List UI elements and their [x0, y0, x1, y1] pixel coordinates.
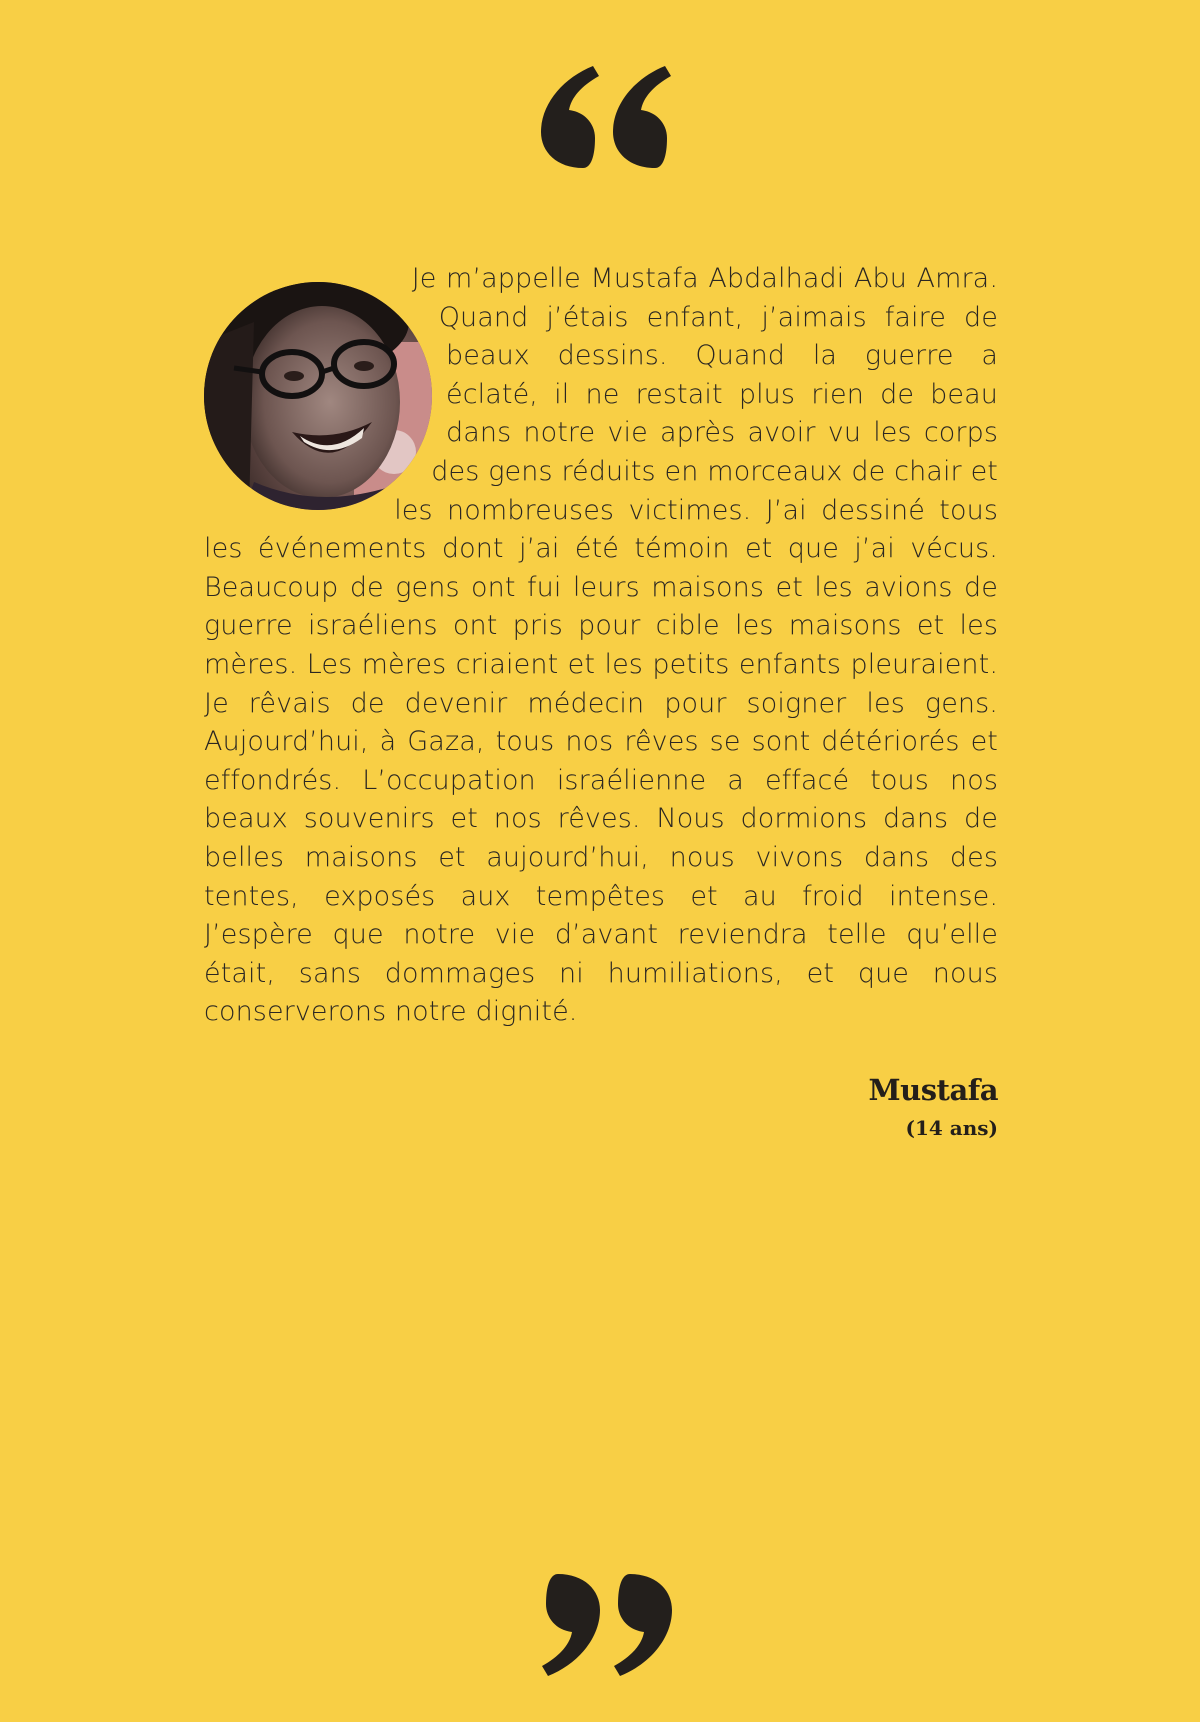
closing-quote-icon [540, 1568, 680, 1678]
portrait-photo [204, 282, 432, 510]
testimony-body [204, 260, 998, 1032]
testimony-text: Je m’appelle Mustafa Abdalhadi Abu Amra. Quand j’étais enfant, j’aimais faire de beaux dessins. Quand la guerre a éclaté, il ne restait plus rien de beau dans notre vie après avoir vu les corps des gens réduits en morceaux de chair et les nombreuses victimes. J’ai dessiné tous les événements dont j’ai été témoin et que j’ai vécus. Beaucoup de gens ont fui leurs maisons et les avions de guerre israéliens ont pris pour cible les maisons et les mères. Les mères criaient et les petits enfants pleuraient. Je rêvais de devenir médecin pour soigner les gens. Aujourd’hui, à Gaza, tous nos rêves se sont détériorés et effondrés. L’occupation israélienne a effacé tous nos beaux souvenirs et nos rêves. Nous dormions dans de belles maisons et aujourd’hui, nous vivons dans des tentes, exposés aux tempêtes et au froid intense. J’espère que notre vie d’avant reviendra telle qu’elle était, sans dommages ni humiliations, et que nous conserverons notre dignité. [204, 263, 998, 1028]
author-age: (14 ans) [905, 1116, 998, 1140]
signature [869, 1067, 998, 1143]
opening-quote-icon [533, 64, 673, 174]
author-name: Mustafa [868, 1073, 998, 1107]
